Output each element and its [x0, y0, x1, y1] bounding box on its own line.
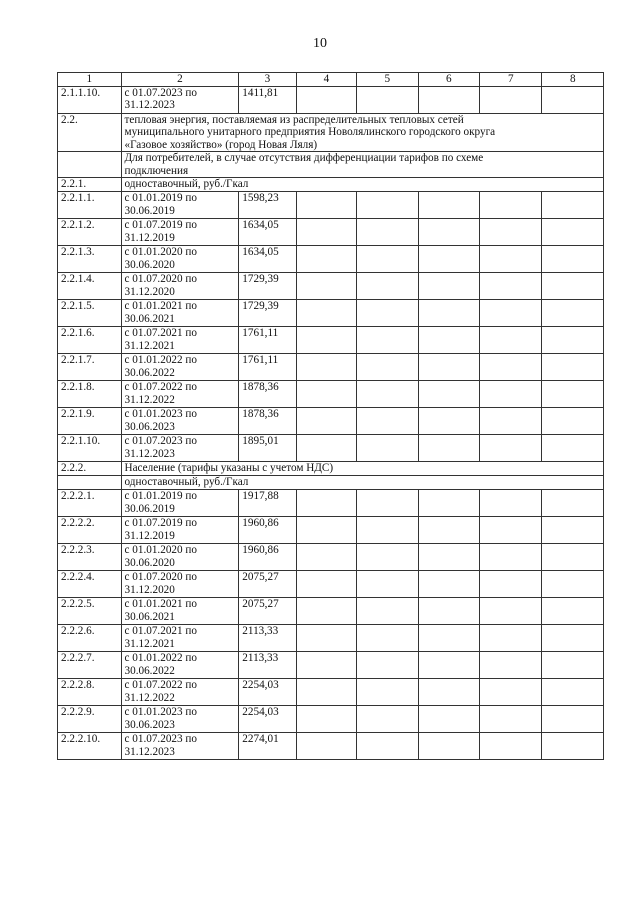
empty-cell [296, 706, 356, 733]
period-line: с 01.01.2023 по [124, 408, 197, 420]
empty-cell [542, 273, 604, 300]
row-period [121, 381, 239, 408]
table-row [58, 246, 604, 273]
table-row [58, 327, 604, 354]
row-period [121, 652, 239, 679]
empty-cell [296, 381, 356, 408]
empty-cell [418, 246, 479, 273]
row-value: 2113,33 [239, 652, 296, 679]
row-period [121, 733, 239, 760]
period-line: 31.12.2022 [124, 393, 175, 406]
row-code [58, 476, 122, 490]
table-row [58, 544, 604, 571]
empty-cell [296, 625, 356, 652]
empty-cell [480, 435, 542, 462]
empty-cell [418, 273, 479, 300]
period-line: 31.12.2023 [124, 99, 175, 111]
row-value: 1960,86 [239, 517, 296, 544]
row-code: 2.2.2. [58, 462, 122, 476]
row-value: 1761,11 [239, 354, 296, 381]
text-line: муниципального унитарного предприятия Новолялинского городского округа [124, 126, 496, 138]
empty-cell [357, 192, 418, 219]
empty-cell [418, 571, 479, 598]
header-cell: 6 [418, 73, 479, 87]
period-line: 31.12.2021 [124, 339, 175, 352]
empty-cell [357, 246, 418, 273]
period-line: с 01.07.2021 по [124, 327, 197, 339]
period-line: с 01.07.2023 по [124, 86, 197, 99]
empty-cell [418, 435, 479, 462]
period-line: 31.12.2020 [124, 285, 175, 298]
period-line: 30.06.2022 [124, 664, 175, 677]
empty-cell [357, 517, 418, 544]
row-value: 1411,81 [239, 86, 296, 113]
header-row [58, 73, 604, 87]
row-code: 2.2.1. [58, 178, 122, 192]
period-line: с 01.01.2022 по [124, 652, 197, 664]
period-line: с 01.01.2023 по [124, 706, 197, 718]
table-row [58, 192, 604, 219]
empty-cell [418, 192, 479, 219]
row-value: 2254,03 [239, 679, 296, 706]
period-line: 31.12.2020 [124, 583, 175, 596]
row-period [121, 517, 239, 544]
empty-cell [296, 327, 356, 354]
empty-cell [418, 625, 479, 652]
section-note [121, 476, 604, 490]
row-period [121, 273, 239, 300]
text-line: подключения [124, 164, 189, 177]
row-value: 1729,39 [239, 273, 296, 300]
row-value: 1878,36 [239, 408, 296, 435]
row-period [121, 490, 239, 517]
table-row [58, 598, 604, 625]
empty-cell [357, 625, 418, 652]
row-period [121, 625, 239, 652]
row-code: 2.2.2.3. [58, 544, 122, 571]
row-period [121, 354, 239, 381]
empty-cell [418, 354, 479, 381]
period-line: с 01.01.2019 по [124, 192, 197, 204]
section-row [58, 462, 604, 476]
empty-cell [357, 652, 418, 679]
empty-cell [418, 381, 479, 408]
period-line: с 01.01.2021 по [124, 598, 197, 610]
table-row [58, 679, 604, 706]
row-code: 2.2.2.1. [58, 490, 122, 517]
period-line: с 01.07.2020 по [124, 571, 197, 583]
row-period [121, 435, 239, 462]
empty-cell [418, 219, 479, 246]
empty-cell [357, 571, 418, 598]
period-line: с 01.07.2019 по [124, 517, 197, 529]
table-row [58, 706, 604, 733]
period-line: 30.06.2019 [124, 502, 175, 515]
row-value: 1634,05 [239, 246, 296, 273]
row-code: 2.2.1.7. [58, 354, 122, 381]
row-code: 2.2.1.3. [58, 246, 122, 273]
empty-cell [418, 86, 479, 113]
empty-cell [542, 598, 604, 625]
empty-cell [357, 733, 418, 760]
period-line: 30.06.2020 [124, 556, 175, 569]
table-row [58, 625, 604, 652]
row-code: 2.2.2.4. [58, 571, 122, 598]
empty-cell [480, 300, 542, 327]
row-period [121, 706, 239, 733]
empty-cell [480, 544, 542, 571]
row-period [121, 571, 239, 598]
table-row [58, 219, 604, 246]
period-line: 31.12.2022 [124, 691, 175, 704]
period-line: 30.06.2023 [124, 420, 175, 433]
row-value: 1917,88 [239, 490, 296, 517]
period-line: 31.12.2021 [124, 637, 175, 650]
empty-cell [296, 490, 356, 517]
period-line: с 01.07.2023 по [124, 435, 197, 447]
empty-cell [357, 354, 418, 381]
row-code: 2.2.2.9. [58, 706, 122, 733]
table-row [58, 86, 604, 113]
empty-cell [542, 733, 604, 760]
empty-cell [357, 273, 418, 300]
period-line: с 01.07.2022 по [124, 381, 197, 393]
section-title [121, 113, 604, 152]
period-line: с 01.07.2019 по [124, 219, 197, 231]
empty-cell [418, 327, 479, 354]
row-code: 2.1.1.10. [58, 86, 122, 113]
empty-cell [542, 246, 604, 273]
empty-cell [480, 273, 542, 300]
note-row [58, 152, 604, 178]
empty-cell [480, 327, 542, 354]
table-row [58, 517, 604, 544]
row-period [121, 327, 239, 354]
empty-cell [480, 219, 542, 246]
empty-cell [480, 733, 542, 760]
empty-cell [296, 679, 356, 706]
section-row [58, 113, 604, 152]
empty-cell [357, 490, 418, 517]
empty-cell [542, 679, 604, 706]
tariff-table [57, 72, 604, 760]
header-cell: 7 [480, 73, 542, 87]
page-number: 10 [313, 36, 327, 51]
period-line: 31.12.2019 [124, 231, 175, 244]
table-row [58, 381, 604, 408]
row-code: 2.2.1.9. [58, 408, 122, 435]
empty-cell [542, 408, 604, 435]
row-period [121, 544, 239, 571]
empty-cell [542, 706, 604, 733]
empty-cell [418, 490, 479, 517]
table-row [58, 300, 604, 327]
section-note [121, 152, 604, 178]
table-row [58, 273, 604, 300]
period-line: 31.12.2023 [124, 745, 175, 758]
row-code: 2.2.2.2. [58, 517, 122, 544]
header-cell: 8 [542, 73, 604, 87]
table-row [58, 652, 604, 679]
table-row [58, 408, 604, 435]
row-period [121, 679, 239, 706]
period-line: с 01.01.2022 по [124, 354, 197, 366]
row-value: 2113,33 [239, 625, 296, 652]
empty-cell [296, 219, 356, 246]
empty-cell [542, 490, 604, 517]
row-value: 1878,36 [239, 381, 296, 408]
row-code: 2.2.2.8. [58, 679, 122, 706]
empty-cell [296, 86, 356, 113]
section-row [58, 178, 604, 192]
empty-cell [418, 517, 479, 544]
row-code: 2.2.2.10. [58, 733, 122, 760]
section-title [121, 178, 604, 192]
row-code: 2.2.2.7. [58, 652, 122, 679]
empty-cell [542, 86, 604, 113]
period-line: 30.06.2021 [124, 610, 175, 623]
table-row [58, 490, 604, 517]
table-row [58, 733, 604, 760]
empty-cell [357, 219, 418, 246]
empty-cell [480, 625, 542, 652]
empty-cell [357, 544, 418, 571]
empty-cell [542, 219, 604, 246]
period-line: с 01.07.2022 по [124, 679, 197, 691]
row-code: 2.2.1.2. [58, 219, 122, 246]
empty-cell [296, 300, 356, 327]
empty-cell [296, 273, 356, 300]
period-line: 31.12.2023 [124, 447, 175, 460]
empty-cell [480, 679, 542, 706]
empty-cell [480, 246, 542, 273]
empty-cell [357, 408, 418, 435]
period-line: с 01.07.2023 по [124, 733, 197, 745]
period-line: с 01.07.2021 по [124, 625, 197, 637]
empty-cell [296, 517, 356, 544]
row-period [121, 192, 239, 219]
empty-cell [480, 354, 542, 381]
period-line: 30.06.2021 [124, 312, 175, 325]
period-line: 30.06.2023 [124, 718, 175, 731]
period-line: 30.06.2020 [124, 258, 175, 271]
row-value: 2075,27 [239, 598, 296, 625]
empty-cell [357, 679, 418, 706]
empty-cell [357, 86, 418, 113]
table-row [58, 571, 604, 598]
empty-cell [418, 733, 479, 760]
empty-cell [542, 192, 604, 219]
empty-cell [418, 598, 479, 625]
tariff-table-body [58, 73, 604, 760]
row-code: 2.2.1.6. [58, 327, 122, 354]
row-period [121, 86, 239, 113]
empty-cell [296, 598, 356, 625]
row-value: 1761,11 [239, 327, 296, 354]
empty-cell [357, 381, 418, 408]
period-line: с 01.07.2020 по [124, 273, 197, 285]
row-code: 2.2. [58, 113, 122, 152]
empty-cell [296, 354, 356, 381]
empty-cell [357, 327, 418, 354]
row-code: 2.2.2.5. [58, 598, 122, 625]
empty-cell [357, 706, 418, 733]
empty-cell [480, 706, 542, 733]
table-row [58, 435, 604, 462]
row-period [121, 300, 239, 327]
row-value: 1960,86 [239, 544, 296, 571]
row-code [58, 152, 122, 178]
empty-cell [418, 408, 479, 435]
empty-cell [296, 435, 356, 462]
row-period [121, 219, 239, 246]
empty-cell [357, 435, 418, 462]
row-value: 1598,23 [239, 192, 296, 219]
row-period [121, 246, 239, 273]
empty-cell [418, 544, 479, 571]
empty-cell [480, 490, 542, 517]
header-cell: 3 [239, 73, 296, 87]
empty-cell [418, 652, 479, 679]
row-value: 2075,27 [239, 571, 296, 598]
period-line: с 01.01.2019 по [124, 490, 197, 502]
period-line: с 01.01.2020 по [124, 544, 197, 556]
period-line: с 01.01.2021 по [124, 300, 197, 312]
row-period [121, 408, 239, 435]
empty-cell [296, 652, 356, 679]
empty-cell [480, 192, 542, 219]
empty-cell [542, 625, 604, 652]
header-cell: 2 [121, 73, 239, 87]
empty-cell [357, 598, 418, 625]
header-cell: 5 [357, 73, 418, 87]
header-cell: 4 [296, 73, 356, 87]
section-title [121, 462, 604, 476]
text-line: одноставочный, руб./Гкал [124, 178, 249, 190]
empty-cell [418, 706, 479, 733]
empty-cell [542, 327, 604, 354]
text-line: одноставочный, руб./Гкал [124, 476, 249, 488]
row-code: 2.2.1.4. [58, 273, 122, 300]
empty-cell [296, 733, 356, 760]
empty-cell [542, 652, 604, 679]
row-value: 1895,01 [239, 435, 296, 462]
text-line: «Газовое хозяйство» (город Новая Ляля) [124, 138, 318, 151]
empty-cell [480, 381, 542, 408]
empty-cell [418, 300, 479, 327]
text-line: Для потребителей, в случае отсутствия дифференциации тарифов по схеме [124, 152, 484, 164]
period-line: 30.06.2019 [124, 204, 175, 217]
empty-cell [542, 517, 604, 544]
empty-cell [542, 354, 604, 381]
row-code: 2.2.1.1. [58, 192, 122, 219]
row-period [121, 598, 239, 625]
row-code: 2.2.2.6. [58, 625, 122, 652]
row-code: 2.2.1.8. [58, 381, 122, 408]
row-value: 1634,05 [239, 219, 296, 246]
period-line: 31.12.2019 [124, 529, 175, 542]
row-value: 2254,03 [239, 706, 296, 733]
text-line: тепловая энергия, поставляемая из распределительных тепловых сетей [124, 113, 464, 126]
empty-cell [296, 246, 356, 273]
empty-cell [296, 408, 356, 435]
empty-cell [480, 571, 542, 598]
empty-cell [542, 435, 604, 462]
row-value: 1729,39 [239, 300, 296, 327]
table-row [58, 354, 604, 381]
empty-cell [542, 571, 604, 598]
text-line: Население (тарифы указаны с учетом НДС) [124, 462, 334, 474]
period-line: 30.06.2022 [124, 366, 175, 379]
empty-cell [542, 300, 604, 327]
period-line: с 01.01.2020 по [124, 246, 197, 258]
empty-cell [296, 544, 356, 571]
row-value: 2274,01 [239, 733, 296, 760]
note-row [58, 476, 604, 490]
empty-cell [480, 86, 542, 113]
empty-cell [542, 381, 604, 408]
row-code: 2.2.1.10. [58, 435, 122, 462]
empty-cell [357, 300, 418, 327]
empty-cell [296, 192, 356, 219]
empty-cell [542, 544, 604, 571]
empty-cell [480, 598, 542, 625]
empty-cell [296, 571, 356, 598]
empty-cell [480, 408, 542, 435]
empty-cell [480, 652, 542, 679]
empty-cell [480, 517, 542, 544]
empty-cell [418, 679, 479, 706]
row-code: 2.2.1.5. [58, 300, 122, 327]
header-cell: 1 [58, 73, 122, 87]
